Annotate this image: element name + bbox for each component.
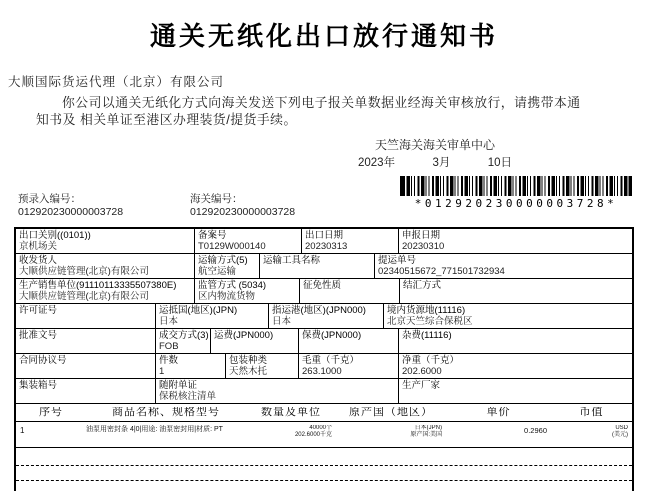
notice-line-2: 知书及 相关单证至港区办理装货/提货手续。	[36, 112, 297, 127]
field-license-no	[16, 304, 156, 328]
field-attached-docs	[156, 379, 399, 403]
items-header-name: 商品名称、规格型号	[112, 407, 220, 418]
item-qty-units: 40000个	[309, 425, 332, 431]
pre-entry-value: 012920230000003728	[18, 206, 124, 218]
field-bill-no	[375, 254, 632, 278]
barcode-bars	[400, 176, 632, 196]
field-value: 天然木托	[229, 366, 268, 377]
field-label: 成交方式(3)	[159, 330, 209, 341]
item-row-empty-2	[16, 466, 632, 481]
field-label: 运输工具名称	[263, 255, 321, 266]
items-header-qty: 数量及单位	[261, 407, 321, 418]
field-consignee	[16, 254, 195, 278]
field-insurance	[299, 329, 399, 353]
field-record-no	[195, 229, 302, 253]
field-label: 生产厂家	[402, 380, 441, 391]
item-qty-weight: 202.6000千克	[294, 432, 332, 438]
customs-number-label: 海关编号：	[190, 193, 243, 205]
barcode	[396, 176, 636, 210]
declaration-form-table	[14, 227, 634, 491]
item-currency-code: USD	[615, 425, 628, 431]
field-label: 随附单证	[159, 380, 198, 391]
field-producer	[16, 279, 195, 303]
field-manufacturer	[399, 379, 632, 403]
field-value: 京机场关	[19, 241, 58, 252]
field-label: 收发货人	[19, 255, 58, 266]
field-settlement-mode	[400, 279, 632, 303]
issue-day: 10日	[487, 157, 512, 169]
issue-date	[358, 154, 512, 170]
field-label: 监管方式 (5034)	[198, 280, 267, 291]
item-unit-price: 0.2960	[524, 426, 547, 435]
field-value: 263.1000	[302, 366, 342, 377]
field-value: FOB	[159, 341, 179, 352]
field-dest-port	[269, 304, 384, 328]
field-value: 大顺供应链管理(北京)有限公司	[19, 266, 149, 277]
field-value: 北京天竺综合保税区	[387, 316, 473, 327]
field-value: 日本	[272, 316, 292, 327]
field-value: 航空运输	[198, 266, 237, 277]
field-packages	[156, 354, 226, 378]
item-currency	[551, 425, 632, 447]
field-label: 保费(JPN000)	[302, 330, 362, 341]
issuer-center-name: 天竺海关海关审单中心	[374, 138, 495, 152]
field-label: 结汇方式	[403, 280, 442, 291]
agent-company-name: 大顺国际货运代理（北京）有限公司	[8, 75, 225, 89]
field-domestic-source	[384, 304, 632, 328]
field-freight	[211, 329, 299, 353]
field-transport-name	[260, 254, 375, 278]
field-value: 02340515672_771501732934	[378, 266, 505, 277]
field-value: 区内物流货物	[198, 291, 256, 302]
notice-paragraph	[36, 94, 632, 128]
field-container-no	[16, 379, 156, 403]
item-row-1	[16, 422, 632, 448]
field-label: 净重（千克）	[402, 355, 460, 366]
items-header-unit-price: 单价	[486, 407, 511, 418]
item-name: 油泵用密封条 4|0|用途: 油泵密封用|材质: PT	[86, 426, 223, 433]
form-row-3	[16, 279, 632, 304]
item-quantity	[246, 425, 336, 447]
field-value: 202.6000	[402, 366, 442, 377]
customs-number	[190, 193, 295, 219]
field-label: 备案号	[198, 230, 227, 241]
barcode-text: *012920230000003728*	[414, 197, 618, 210]
item-origin-dest: 日本(JPN)	[414, 425, 442, 431]
field-label: 运输方式(5)	[198, 255, 248, 266]
field-contract-no	[16, 354, 156, 378]
item-origin	[336, 425, 446, 447]
field-package-type	[226, 354, 299, 378]
form-row-6	[16, 354, 632, 379]
field-value: 20230310	[402, 241, 445, 252]
field-net-weight	[399, 354, 632, 378]
field-export-date	[302, 229, 399, 253]
field-gross-weight	[299, 354, 399, 378]
field-declare-date	[399, 229, 632, 253]
field-value: 大顺供应链管理(北京)有限公司	[19, 291, 149, 302]
field-transaction-mode	[156, 329, 211, 353]
field-label: 指运港(地区)(JPN000)	[272, 305, 366, 316]
field-label: 件数	[159, 355, 179, 366]
field-label: 征免性质	[303, 280, 342, 291]
item-origin-country: 原产国:美国	[410, 432, 442, 438]
field-label: 合同协议号	[19, 355, 67, 366]
item-seq: 1	[20, 426, 25, 435]
field-transport-mode	[195, 254, 260, 278]
document-title: 通关无纸化出口放行通知书	[149, 22, 498, 51]
field-value: 日本	[159, 316, 179, 327]
field-label: 杂费(11116)	[402, 330, 452, 341]
pre-entry-number	[18, 193, 123, 219]
field-label: 毛重（千克）	[302, 355, 360, 366]
field-value: T0129W000140	[198, 241, 266, 252]
field-label: 出口日期	[305, 230, 344, 241]
field-label: 集装箱号	[19, 380, 58, 391]
field-approval-no	[16, 329, 156, 353]
items-header-row	[16, 404, 632, 422]
field-label: 许可证号	[19, 305, 58, 316]
field-label: 出口关别((0101))	[19, 230, 91, 241]
issue-year: 2023年	[358, 157, 396, 169]
field-label: 运抵国(地区)(JPN)	[159, 305, 238, 316]
item-row-empty-1	[16, 448, 632, 466]
items-header-seq: 序号	[39, 407, 63, 418]
field-value: 20230313	[305, 241, 348, 252]
field-label: 提运单号	[378, 255, 417, 266]
form-row-1	[16, 229, 632, 254]
issue-month: 3月	[432, 157, 451, 169]
form-row-7	[16, 379, 632, 404]
field-supervision-mode	[195, 279, 300, 303]
customs-number-value: 012920230000003728	[190, 206, 296, 218]
field-value: 1	[159, 366, 165, 377]
field-dest-country	[156, 304, 269, 328]
field-label: 境内货源地(11116)	[387, 305, 466, 316]
field-misc-fees	[399, 329, 632, 353]
field-label: 批准文号	[19, 330, 58, 341]
items-header-currency: 币值	[579, 407, 604, 418]
field-export-customs	[16, 229, 195, 253]
item-currency-name: (美元)	[612, 432, 628, 438]
field-label: 申报日期	[402, 230, 441, 241]
field-label: 包装种类	[229, 355, 268, 366]
field-value: 保税核注清单	[159, 391, 217, 402]
form-row-4	[16, 304, 632, 329]
field-exemption-nature	[300, 279, 400, 303]
notice-line-1: 你公司以通关无纸化方式向海关发送下列电子报关单数据业经海关审核放行，请携带本通	[62, 95, 581, 110]
form-row-5	[16, 329, 632, 354]
field-label: 运费(JPN000)	[214, 330, 274, 341]
items-header-origin: 原产国（地区）	[349, 407, 433, 418]
form-row-2	[16, 254, 632, 279]
pre-entry-label: 预录入编号：	[18, 193, 81, 205]
field-label: 生产销售单位(91110113335507380E)	[19, 280, 177, 291]
